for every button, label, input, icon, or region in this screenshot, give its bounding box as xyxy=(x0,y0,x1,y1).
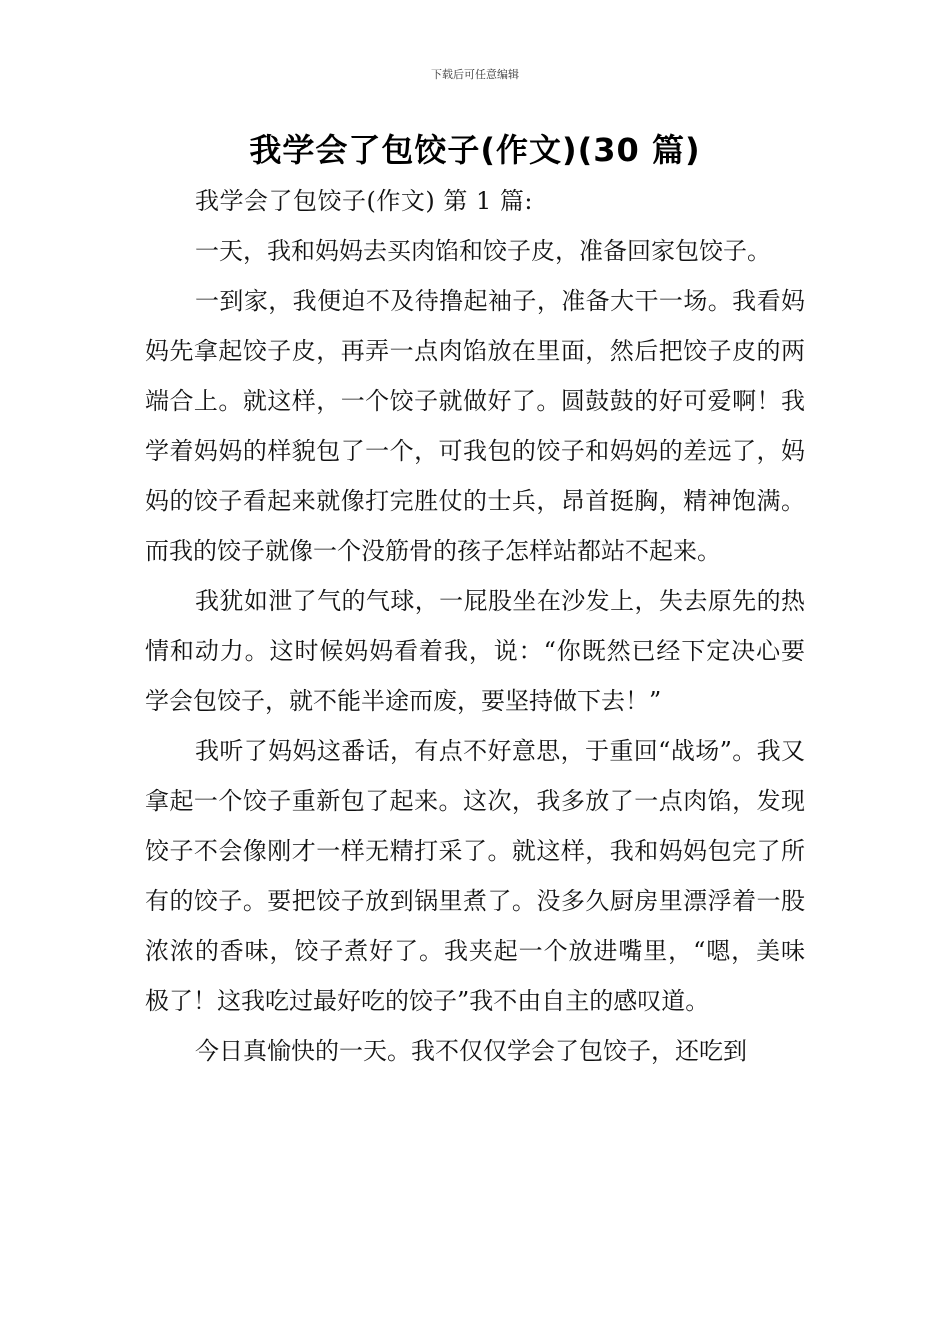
document-body xyxy=(145,176,805,1076)
paragraph-4: 我听了妈妈这番话，有点不好意思，于重回“战场”。我又拿起一个饺子重新包了起来。这次，我多放了一点肉馅，发现饺子不会像刚才一样无精打采了。就这样，我和妈妈包完了所有的饺子。要把饺子放到锅里煮了。没多久厨房里漂浮着一股浓浓的香味，饺子煮好了。我夹起一个放进嘴里，“嗯，美味极了！这我吃过最好吃的饺子”我不由自主的感叹道。 xyxy=(145,737,805,1015)
paragraph-5: 今日真愉快的一天。我不仅仅学会了包饺子，还吃到 xyxy=(195,1037,747,1065)
document-title: 我学会了包饺子(作文)(30 篇) xyxy=(249,131,701,169)
header-note: 下载后可任意编辑 xyxy=(431,68,519,81)
paragraph-1: 一天，我和妈妈去买肉馅和饺子皮，准备回家包饺子。 xyxy=(195,237,771,265)
section-heading: 我学会了包饺子(作文) 第 1 篇: xyxy=(195,187,533,215)
paragraph-3: 我犹如泄了气的气球，一屁股坐在沙发上，失去原先的热情和动力。这时候妈妈看着我，说：“你既然已经下定决心要学会包饺子，就不能半途而废，要坚持做下去！” xyxy=(145,587,805,715)
paragraph-2: 一到家，我便迫不及待撸起袖子，准备大干一场。我看妈妈先拿起饺子皮，再弄一点肉馅放在里面，然后把饺子皮的两端合上。就这样，一个饺子就做好了。圆鼓鼓的好可爱啊！我学着妈妈的样貌包了一个，可我包的饺子和妈妈的差远了，妈妈的饺子看起来就像打完胜仗的士兵，昂首挺胸，精神饱满。而我的饺子就像一个没筋骨的孩子怎样站都站不起来。 xyxy=(145,287,805,565)
